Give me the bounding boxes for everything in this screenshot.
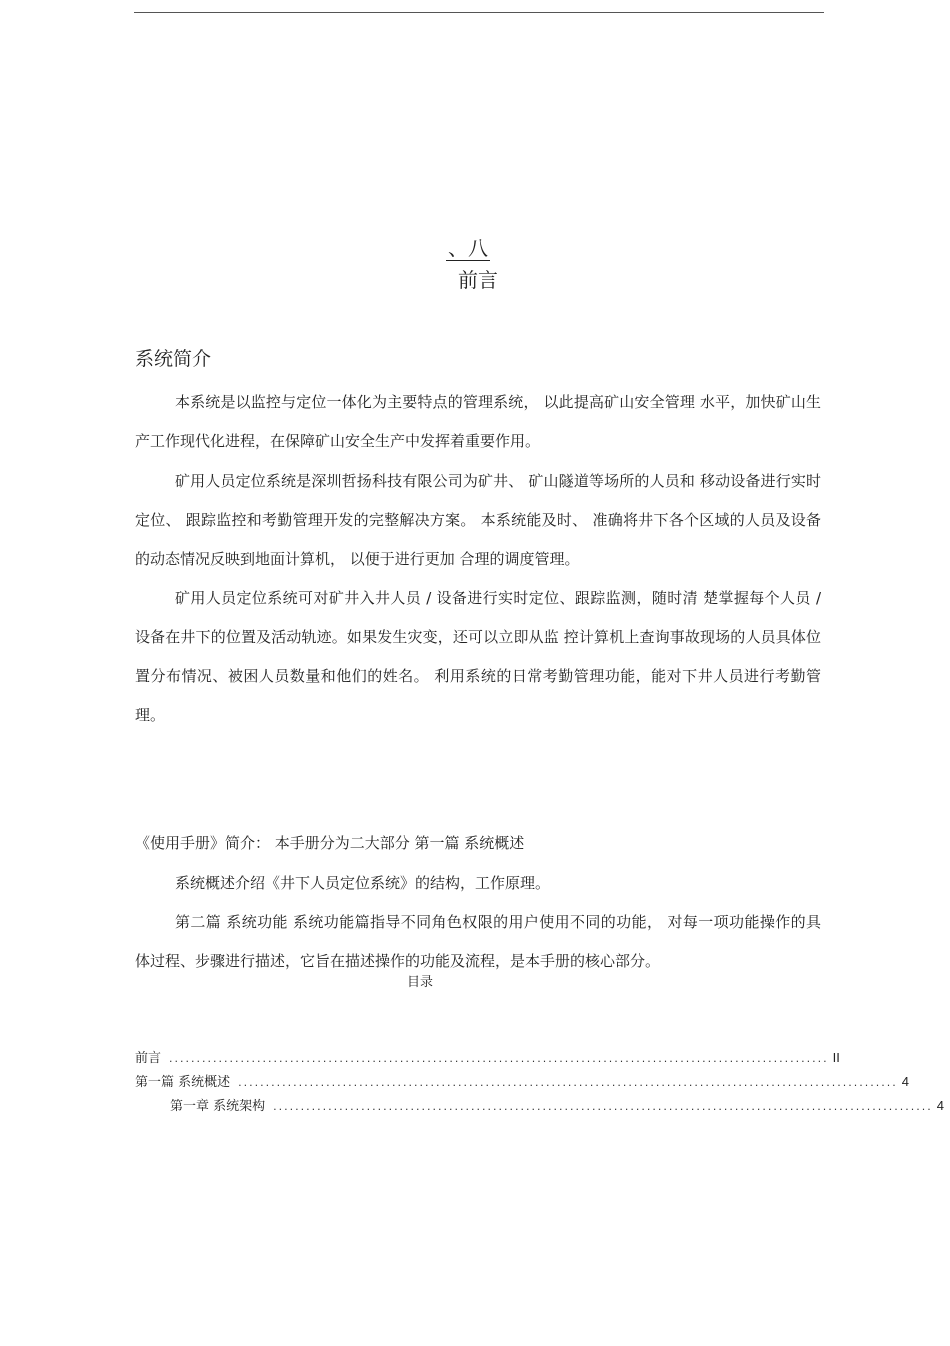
table-of-contents bbox=[135, 1046, 944, 1118]
intro-paragraph-1: 本系统是以监控与定位一体化为主要特点的管理系统， 以此提高矿山安全管理 水平，加快矿山生产工作现代化进程，在保障矿山安全生产中发挥着重要作用。 bbox=[135, 393, 821, 450]
intro-paragraph-2: 矿用人员定位系统是深圳哲扬科技有限公司为矿井、 矿山隧道等场所的人员和 移动设备进行实时定位、 跟踪监控和考勤管理开发的完整解决方案。 本系统能及时、 准确将井下各个区域的人员及设备的动态情况反映到地面计算机， 以便于进行更加 合理的调度管理。 bbox=[135, 472, 821, 568]
page-title: 前言 bbox=[458, 268, 498, 292]
toc-page-number: 4 bbox=[936, 1098, 944, 1113]
section-heading: 系统简介 bbox=[135, 348, 212, 370]
toc-entry-chapter-1[interactable] bbox=[135, 1094, 944, 1118]
toc-leader-dots: ........................................................................................................................ bbox=[273, 1100, 933, 1113]
toc-entry-part-1[interactable] bbox=[135, 1070, 909, 1094]
manual-paragraph-1: 系统概述介绍《井下人员定位系统》的结构，工作原理。 bbox=[175, 874, 551, 892]
toc-page-number: 4 bbox=[901, 1074, 909, 1089]
manual-paragraph-2: 第二篇 系统功能 系统功能篇指导不同角色权限的用户使用不同的功能， 对每一项功能操作的具 体过程、步骤进行描述，它旨在描述操作的功能及流程，是本手册的核心部分。 bbox=[135, 913, 821, 970]
heading-mark: 、八 bbox=[448, 236, 488, 260]
toc-title: 目录 bbox=[406, 975, 433, 990]
toc-leader-dots: ........................................................................................................................ bbox=[238, 1076, 898, 1089]
toc-entry-preface[interactable] bbox=[135, 1046, 840, 1070]
toc-entry-label: 第一篇 系统概述 bbox=[135, 1075, 231, 1090]
toc-entry-label: 第一章 系统架构 bbox=[170, 1099, 266, 1114]
toc-page-number: II bbox=[832, 1050, 840, 1065]
intro-paragraph-3: 矿用人员定位系统可对矿井入井人员 / 设备进行实时定位、跟踪监测，随时清 楚掌握每个人员 / 设备在井下的位置及活动轨迹。如果发生灾变，还可以立即从监 控计算机上查询事故现场的人员具体位置分布情况、被困人员数量和他们的姓名。 利用系统的日常考勤管理功能，能对下井人员进行考勤管理。 bbox=[135, 589, 821, 724]
toc-entry-label: 前言 bbox=[135, 1051, 162, 1066]
header-rule bbox=[134, 12, 824, 13]
toc-leader-dots: ........................................................................................................................ bbox=[169, 1052, 829, 1065]
manual-intro: 《使用手册》简介： 本手册分为二大部分 第一篇 系统概述 bbox=[135, 834, 525, 852]
